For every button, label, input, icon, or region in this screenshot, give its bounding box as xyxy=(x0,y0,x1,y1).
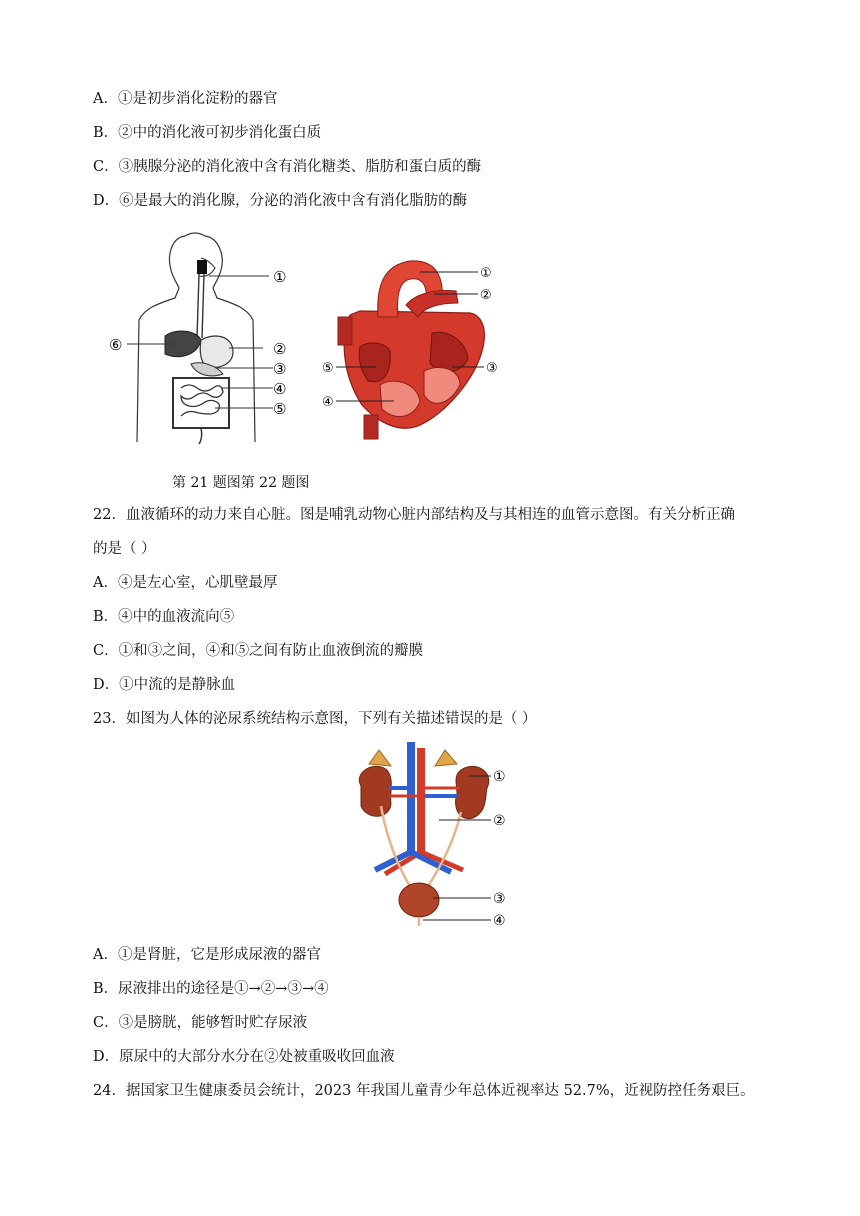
q21-option-c: C．③胰腺分泌的消化液中含有消化糖类、脂肪和蛋白质的酶 xyxy=(93,159,482,175)
digestive-label-5: ⑤ xyxy=(273,400,287,418)
heart-label-3: ③ xyxy=(486,361,498,376)
q22-stem-line2: 的是（ ） xyxy=(93,541,156,557)
q22-option-d: D．①中流的是静脉血 xyxy=(93,677,236,693)
digestive-label-3: ③ xyxy=(273,360,287,378)
heart-label-4: ④ xyxy=(322,395,334,410)
heart-label-1: ① xyxy=(480,266,492,281)
q23-stem: 23．如图为人体的泌尿系统结构示意图，下列有关描述错误的是（ ） xyxy=(93,711,537,727)
digestive-label-6: ⑥ xyxy=(109,336,123,354)
q22-option-a: A．④是左心室，心肌壁最厚 xyxy=(93,575,278,591)
figure-caption: 第 21 题图第 22 题图 xyxy=(172,475,310,491)
q24-stem: 24．据国家卫生健康委员会统计，2023 年我国儿童青少年总体近视率达 52.7%，近视防控任务艰巨。 xyxy=(93,1083,755,1099)
q22-option-c: C．①和③之间，④和⑤之间有防止血液倒流的瓣膜 xyxy=(93,643,424,659)
digestive-label-2: ② xyxy=(273,340,287,358)
urinary-label-4: ④ xyxy=(493,913,506,928)
urinary-label-3: ③ xyxy=(493,891,506,907)
digestive-label-4: ④ xyxy=(273,380,287,398)
q23-option-d: D．原尿中的大部分水分在②处被重吸收回血液 xyxy=(93,1049,395,1065)
q22-stem-line1: 22．血液循环的动力来自心脏。图是哺乳动物心脏内部结构及与其相连的血管示意图。有关分析正确 xyxy=(93,507,735,523)
heart-label-2: ② xyxy=(480,288,492,303)
q21-option-d: D．⑥是最大的消化腺，分泌的消化液中含有消化脂肪的酶 xyxy=(93,193,468,209)
urinary-label-2: ② xyxy=(493,813,506,829)
q23-option-a: A．①是肾脏，它是形成尿液的器官 xyxy=(93,947,321,963)
digestive-system-figure xyxy=(105,228,305,448)
digestive-label-1: ① xyxy=(273,268,287,286)
q23-option-b: B．尿液排出的途径是①→②→③→④ xyxy=(93,981,329,997)
urinary-label-1: ① xyxy=(493,769,506,785)
heart-figure xyxy=(320,245,510,440)
q23-option-c: C．③是膀胱，能够暂时贮存尿液 xyxy=(93,1015,308,1031)
q22-option-b: B．④中的血液流向⑤ xyxy=(93,609,235,625)
q21-option-a: A．①是初步消化淀粉的器官 xyxy=(93,91,278,107)
heart-label-5: ⑤ xyxy=(322,361,334,376)
urinary-system-figure xyxy=(345,742,515,928)
q21-option-b: B．②中的消化液可初步消化蛋白质 xyxy=(93,125,322,141)
